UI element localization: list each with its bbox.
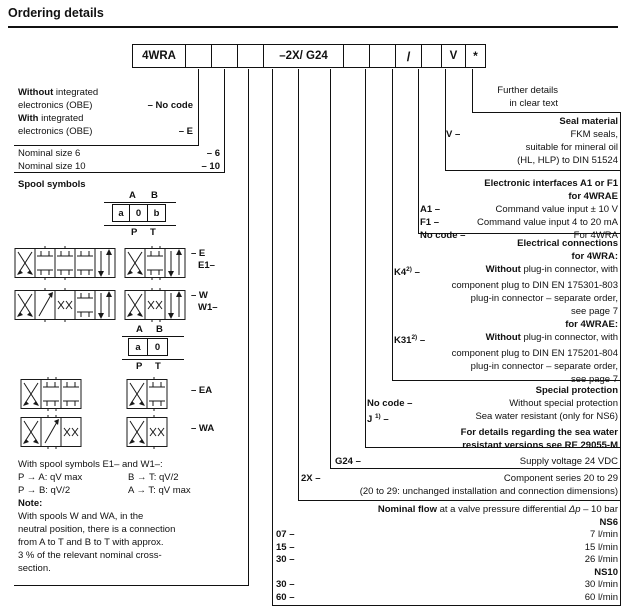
electronic-subheading: for 4WRAE [568, 191, 618, 202]
port-label-t: T [155, 361, 161, 372]
port-box-a0 [128, 338, 168, 356]
right-border [620, 112, 621, 605]
series-row: 2X – Component series 20 to 29 [301, 473, 618, 484]
j-code: J $^{1)}$ – [367, 413, 389, 426]
connector-series [298, 69, 299, 500]
note-line: With spools W and WA, in the [18, 511, 144, 522]
spool-code-ea: – EA [191, 385, 213, 396]
port-cell: a [128, 338, 148, 356]
connector-electrical [392, 69, 393, 380]
port-label-b: B [151, 190, 158, 201]
k4-code: K4$^{2)}$ – [394, 266, 420, 279]
port-label-a: A [129, 190, 136, 201]
rule-further [472, 112, 621, 113]
flow-row: 30 – 26 l/min [276, 554, 618, 565]
port-label-a: A [136, 324, 143, 335]
spool-code-e: – E [191, 248, 206, 259]
page-title: Ordering details [8, 6, 104, 20]
port-rail [104, 225, 176, 226]
connector-size [224, 69, 225, 172]
electrical-subheading-4wra: for 4WRA: [571, 251, 618, 262]
spool-symbol-w-left [14, 288, 116, 322]
note-line: from A to T and B to T with approx. [18, 537, 164, 548]
spool-symbol-wa-right [126, 415, 168, 449]
special-row-nocode: No code – Without special protection [367, 398, 618, 409]
note-flow-row: P → B: qV/2 A → T: qV max [18, 485, 191, 496]
note-section [18, 458, 240, 575]
obe-with-line1: With integrated [18, 113, 84, 124]
spool-code-w: – W [191, 290, 208, 301]
spool-symbol-wa-left [20, 415, 82, 449]
seal-line: (HL, HLP) to DIN 51524 [517, 155, 618, 166]
spool-symbol-e-left [14, 246, 116, 280]
connector-electronic [418, 69, 419, 233]
seal-line: suitable for mineral oil [525, 142, 618, 153]
special-note-line: resistant versions see RE 29055-M [462, 440, 618, 452]
obe-with-line2: electronics (OBE) – E [18, 126, 193, 137]
port-label-p: P [136, 361, 143, 372]
connector-special [365, 69, 366, 447]
spool-code-w1: W1– [198, 302, 218, 313]
electrical-subheading-4wrae: for 4WRAE: [565, 319, 618, 331]
seal-code: V – [446, 129, 461, 140]
nominal-size-row: Nominal size 6 – 6 [18, 148, 220, 159]
rule-flow [272, 605, 621, 606]
electronic-row: No code – For 4WRA [420, 230, 618, 241]
further-line: in clear text [509, 98, 558, 109]
g24-code: G24 – [335, 456, 361, 467]
obe-e-code: – E [178, 126, 193, 137]
electrical-line: see page 7 [570, 374, 618, 386]
port-cell: 0 [148, 338, 168, 356]
electrical-line: plug-in connector – separate order, [470, 293, 618, 305]
further-line: Further details [497, 85, 558, 96]
connector-further [472, 69, 473, 112]
special-row-j: J $^{1)}$ – Sea water resistant (only for NS6) [367, 411, 618, 426]
spool-symbol-e-right [124, 246, 186, 280]
seal-heading: Seal material [559, 116, 618, 127]
connector-supply [330, 69, 331, 468]
nominal-size-row: Nominal size 10 – 10 [18, 161, 220, 172]
special-note-line: For details regarding the sea water [460, 427, 618, 439]
code-cell-series: –2X/ G24 [263, 45, 343, 67]
electrical-connections-section [394, 237, 618, 386]
rule-spool [14, 585, 249, 586]
electrical-line: component plug to DIN EN 175301-803 [451, 280, 618, 292]
electronic-row: A1 – Command value input ± 10 V [420, 204, 618, 215]
note-line: section. [18, 563, 51, 574]
note-label: Note: [18, 498, 43, 509]
note-line: neutral position, there is a connection [18, 524, 176, 535]
spool-code-e1: E1– [198, 260, 215, 271]
code-cell-6 [369, 45, 395, 67]
flow-row: 15 – 15 l/min [276, 541, 618, 553]
flow-ns6-header: NS6 [599, 516, 618, 528]
spool-symbol-ea-left [20, 377, 82, 411]
note-intro: With spool symbols E1– and W1–: [18, 459, 163, 470]
code-cell-seal: V [441, 45, 465, 67]
further-details-section [476, 84, 558, 110]
code-cell-2 [211, 45, 237, 67]
electrical-line: see page 7 [570, 306, 618, 318]
flow-row: 30 – 30 l/min [276, 579, 618, 590]
title-rule [8, 26, 618, 28]
special-heading: Special protection [535, 385, 618, 396]
spool-symbol-ea-right [126, 377, 168, 411]
seal-material-section [446, 115, 618, 167]
obe-without-line2: electronics (OBE) – No code [18, 100, 193, 111]
port-cell: b [148, 204, 166, 222]
code-cell-model: 4WRA [142, 50, 176, 62]
rule-obe [14, 145, 199, 146]
connector-obe [198, 69, 199, 145]
note-line: 3 % of the relevant nominal cross- [18, 550, 162, 561]
port-cell: 0 [130, 204, 148, 222]
connector-flow [272, 69, 273, 605]
electronic-row: F1 – Command value input 4 to 20 mA [420, 217, 618, 228]
obe-section [18, 86, 193, 138]
port-rail [104, 202, 176, 203]
code-cell-slash: / [395, 45, 421, 67]
spool-heading: Spool symbols [18, 179, 86, 190]
code-cell-1 [185, 45, 211, 67]
supply-voltage-row: G24 – Supply voltage 24 VDC [335, 456, 618, 467]
nominal-size-section [18, 147, 220, 173]
note-flow-row: P → A: qV max B → T: qV/2 [18, 472, 179, 483]
port-label-p: P [131, 227, 138, 238]
port-rail [122, 359, 184, 360]
flow-row: 60 – 60 l/min [276, 591, 618, 603]
series-code: 2X – [301, 473, 321, 484]
spool-symbol-w-right [124, 288, 186, 322]
port-rail [122, 336, 184, 337]
flow-row: 07 – 7 l/min [276, 529, 618, 540]
flow-ns10-header: NS10 [594, 566, 618, 578]
special-protection-section [367, 384, 618, 452]
component-series-section [301, 472, 618, 498]
ordering-code-row [132, 44, 486, 68]
electrical-row-k31: K31$^{2)}$ – Without plug-in connector, with [394, 332, 618, 347]
port-label-t: T [150, 227, 156, 238]
code-cell-8 [421, 45, 441, 67]
electronic-heading: Electronic interfaces A1 or F1 [484, 178, 618, 189]
code-cell-5 [343, 45, 369, 67]
port-label-b: B [156, 324, 163, 335]
code-cell-star: * [465, 45, 485, 67]
electrical-line: plug-in connector – separate order, [470, 361, 618, 373]
port-cell: a [112, 204, 130, 222]
flow-title: Nominal flow at a valve pressure differential Δp – 10 bar [377, 504, 618, 515]
obe-without-line1: Without integrated [18, 87, 99, 98]
obe-no-code: – No code [147, 100, 193, 111]
electrical-row-k4: K4$^{2)}$ – Without plug-in connector, with [394, 264, 618, 279]
seal-row: V – FKM seals, [446, 129, 618, 140]
rule-supply [330, 468, 621, 469]
code-cell-3 [237, 45, 263, 67]
spool-code-wa: – WA [191, 423, 215, 434]
connector-spool [248, 69, 249, 585]
electrical-heading: Electrical connections [517, 238, 618, 249]
nominal-flow-section [276, 504, 618, 604]
rule-series [298, 500, 621, 501]
electrical-line: component plug to DIN EN 175201-804 [451, 348, 618, 360]
electronic-interfaces-section [420, 177, 618, 242]
port-box-a0b [112, 204, 166, 222]
rule-seal [445, 170, 621, 171]
series-subline: (20 to 29: unchanged installation and connection dimensions) [359, 486, 618, 497]
k31-code: K31$^{2)}$ – [394, 334, 426, 347]
